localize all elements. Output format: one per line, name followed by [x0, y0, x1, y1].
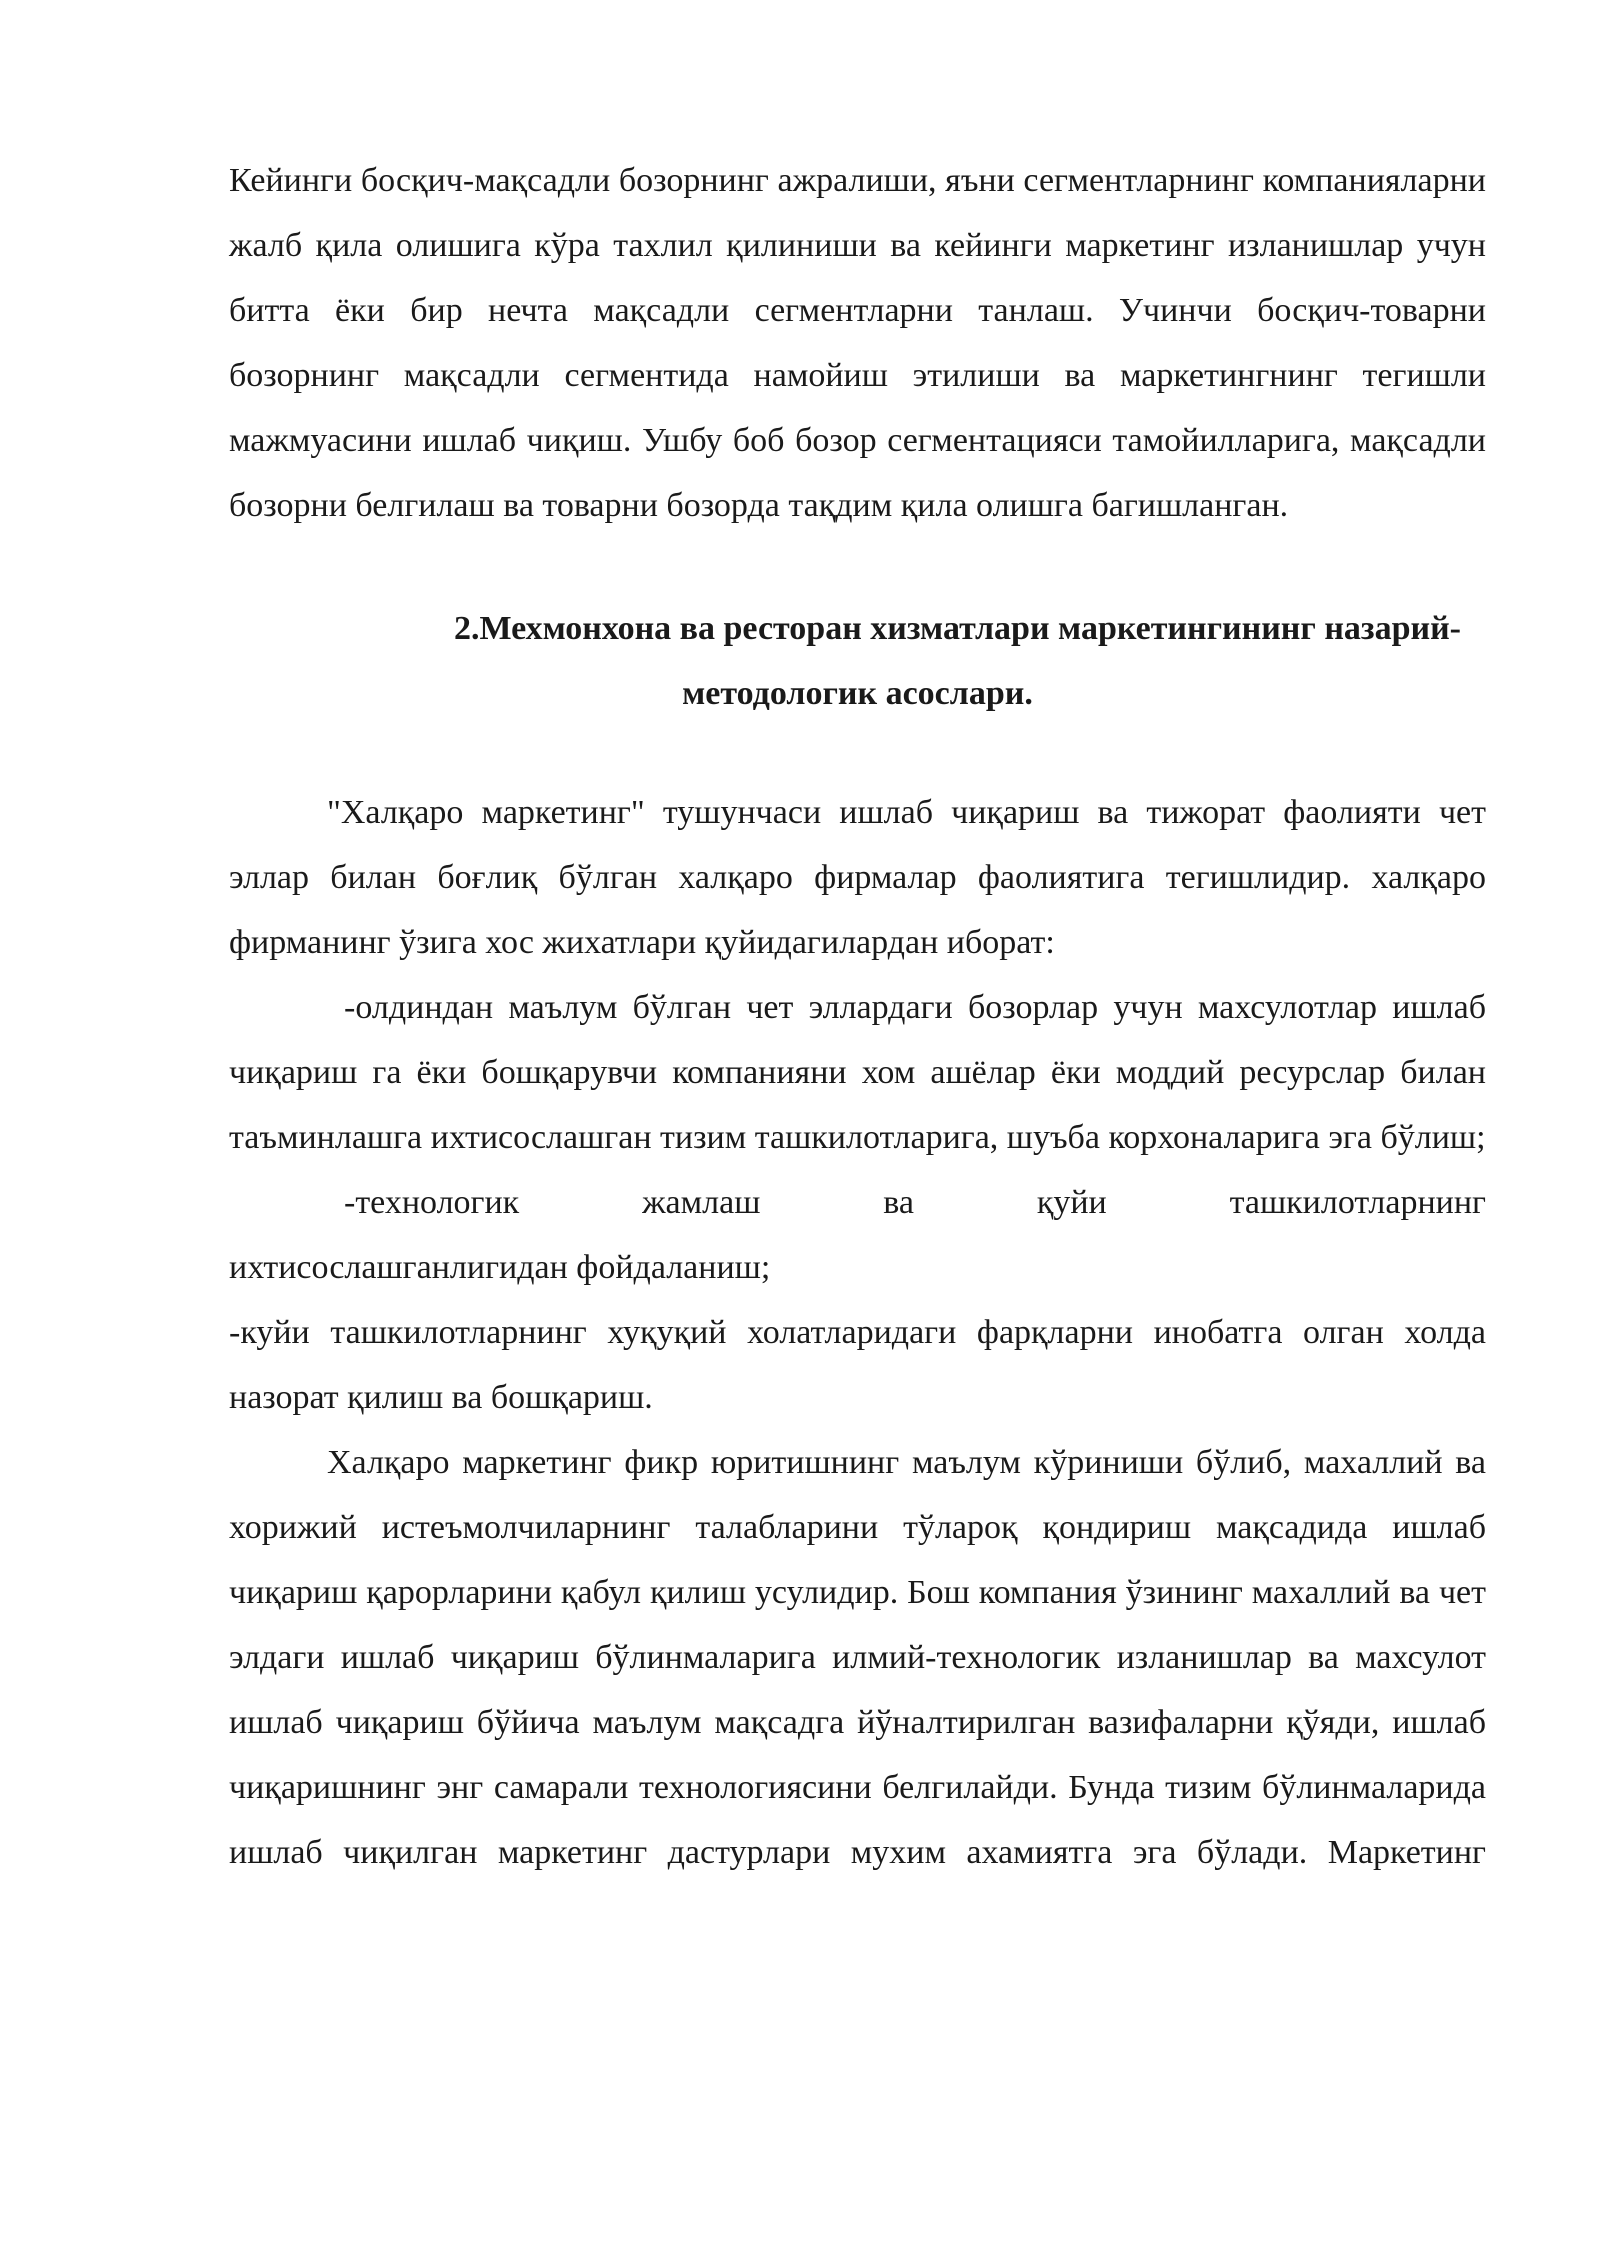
international-marketing-paragraph: "Халқаро маркетинг" тушунчаси ишлаб чиқариш ва тижорат фаолияти чет эллар билан боғлиқ бўлган халқаро фирмалар фаолиятига тегишлидир. халқаро фирманинг ўзига хос жихатлари қуйидагилардан иборат:: [229, 794, 1486, 961]
document-page: [229, 148, 1486, 1885]
list-item-2-line-2: ихтисослашганлигидан фойдаланиш;: [229, 1249, 771, 1286]
marketing-thinking-paragraph: Халқаро маркетинг фикр юритишнинг маълум кўриниши бўлиб, махаллий ва хорижий истеъмолчиларнинг талабларини тўлароқ қондириш мақсадида ишлаб чиқариш қарорларини қабул қилиш усулидир. Бош компания ўзининг махаллий ва чет элдаги ишлаб чиқариш бўлинмаларига илмий-технологик изланишлар ва махсулот ишлаб чиқариш бўйича маълум мақсадга йўналтирилган вазифаларни қўяди, ишлаб чиқаришнинг энг самарали технологиясини белгилайди. Бунда тизим бўлинмаларида ишлаб чиқилган маркетинг дастурлари мухим ахамиятга эга бўлади. Маркетинг: [229, 1444, 1486, 1871]
list-item-3: -куйи ташкилотларнинг хуқуқий холатларидаги фарқларни инобатга олган холда назорат қилиш ва бошқариш.: [229, 1314, 1486, 1416]
section-heading-line-2: методологик асослари.: [682, 675, 1033, 712]
list-item-2-line-1: -технологик жамлаш ва қуйи ташкилотларнинг: [344, 1184, 1486, 1221]
list-item-1: -олдиндан маълум бўлган чет эллардаги бозорлар учун махсулотлар ишлаб чиқариш га ёки бошқарувчи компанияни хом ашёлар ёки моддий ресурслар билан таъминлашга ихтисослашган тизим ташкилотларига, шуъба корхоналарига эга бўлиш;: [229, 989, 1486, 1156]
intro-paragraph: Кейинги босқич-мақсадли бозорнинг ажралиши, яъни сегментларнинг компанияларни жалб қила олишига кўра тахлил қилиниши ва кейинги маркетинг изланишлар учун битта ёки бир нечта мақсадли сегментларни танлаш. Учинчи босқич-товарни бозорнинг мақсадли сегментида намойиш этилиши ва маркетингнинг тегишли мажмуасини ишлаб чиқиш. Ушбу боб бозор сегментацияси тамойилларига, мақсадли бозорни белгилаш ва товарни бозорда тақдим қила олишга багишланган.: [229, 162, 1486, 524]
section-heading: [229, 596, 1486, 726]
section-heading-line-1: 2.Мехмонхона ва ресторан хизматлари маркетингининг назарий-: [454, 610, 1461, 647]
